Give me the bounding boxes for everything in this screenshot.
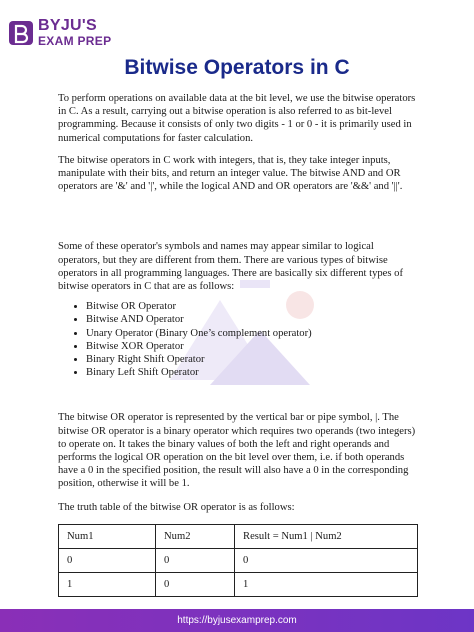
table-header-cell: Num1	[59, 524, 156, 548]
table-cell: 0	[235, 548, 418, 572]
integers-paragraph: The bitwise operators in C work with integers, that is, they take integer inputs, manipulate with their bits, and return an integer value. The bitwise AND and OR operators are '&' and '|', while the logical AND and OR operators are '&&' and '||'.	[58, 154, 403, 193]
table-row	[59, 548, 418, 572]
table-cell: 1	[59, 572, 156, 596]
table-header-cell: Result = Num1 | Num2	[235, 524, 418, 548]
brand-logo[interactable]	[8, 18, 111, 47]
table-cell: 0	[156, 548, 235, 572]
list-item: • Binary Right Shift Operator	[86, 353, 418, 366]
list-item: • Bitwise AND Operator	[86, 313, 418, 326]
footer-link[interactable]: https://byjusexamprep.com	[0, 609, 474, 632]
list-item: • Bitwise XOR Operator	[86, 340, 418, 353]
types-paragraph: Some of these operator's symbols and names may appear similar to logical operators, but they are different from them. There are various types of bitwise operators in all programming languages. There are basically six different types of bitwise operators in C that are as follows:	[58, 241, 403, 293]
list-item: • Unary Operator (Binary One’s complement operator)	[86, 327, 418, 340]
or-operator-paragraph: The bitwise OR operator is represented by the vertical bar or pipe symbol, |. The bitwise OR operator is a binary operator which requires two operands (two integers) to operate on. It takes the binary values of both the left and right operands and performs the logical OR operation on the bit level over them, i.e. if both operands have a 0 in the specified position, the result will also have a 0 in the corresponding position, otherwise it will be 1.	[58, 412, 416, 490]
byjus-logo-icon	[8, 20, 34, 46]
table-cell: 0	[156, 572, 235, 596]
truth-table-intro: The truth table of the bitwise OR operator is as follows:	[58, 501, 295, 513]
truth-table	[58, 524, 418, 597]
table-cell: 0	[59, 548, 156, 572]
document-body	[58, 92, 418, 597]
operator-list	[58, 300, 418, 379]
list-item: • Bitwise OR Operator	[86, 300, 418, 313]
page-title: Bitwise Operators in C	[124, 56, 350, 79]
table-header-row	[59, 524, 418, 548]
table-row	[59, 572, 418, 596]
list-item: • Binary Left Shift Operator	[86, 366, 418, 379]
intro-paragraph: To perform operations on available data at the bit level, we use the bitwise operators in C. As a result, carrying out a bitwise operation is also referred to as bit-level programming. Because it consists of only two digits - 1 or 0 - it is primarily used in numerical computations for faster calculation.	[58, 93, 416, 144]
table-cell: 1	[235, 572, 418, 596]
table-header-cell: Num2	[156, 524, 235, 548]
brand-sub: EXAM PREP	[38, 34, 112, 48]
brand-name: BYJU'S	[38, 17, 97, 34]
